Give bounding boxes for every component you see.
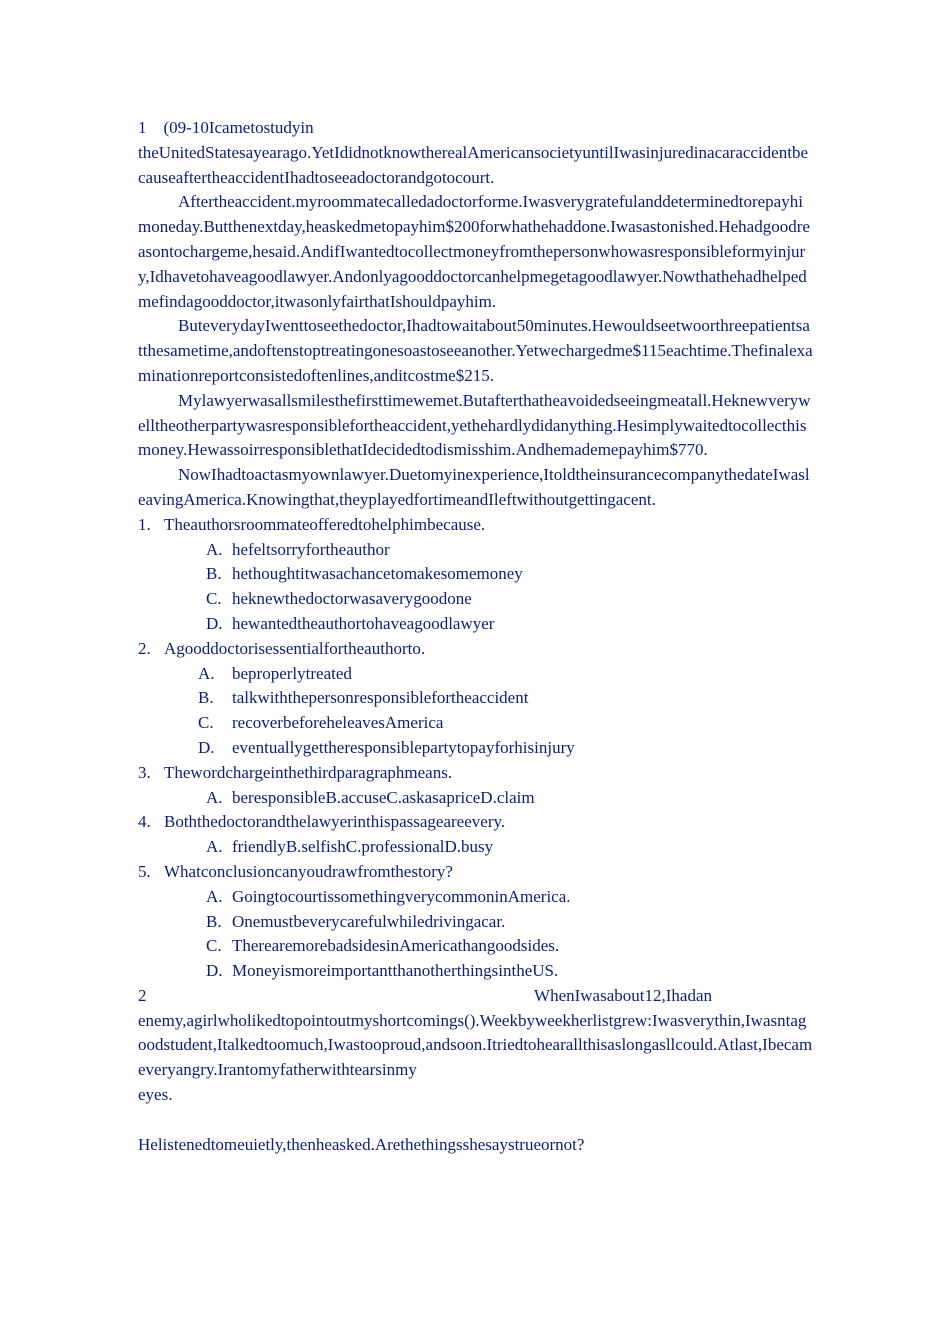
- option-letter: C.: [206, 589, 222, 609]
- question-5: [138, 860, 814, 885]
- passage1-intro: theUnitedStatesayearago.YetIdidnotknowtherealAmericansocietyuntilIwasinjuredinacaraccidentbecauseaftertheaccidentIhadtoseeadoctorandgotocourt.: [138, 142, 808, 187]
- passage2-paragraph-1-end: eyes.: [138, 1085, 173, 1105]
- option-letter: D.: [206, 961, 223, 981]
- question-2: [138, 637, 814, 662]
- option-letter: D.: [206, 613, 223, 633]
- passage2-paragraph-1: enemy,agirlwholikedtopointoutmyshortcomings().Weekbyweekherlistgrew:Iwasverythin,Iwasntagoodstudent,Italkedtoomuch,Iwastooproud,andsoon.Itriedtohearallthisaslongasllcould.Atlast,Ibecameveryangry.Irantomyfatherwithtearsinmy: [138, 1010, 813, 1080]
- option-5-c: [138, 934, 814, 959]
- option-1-d: [138, 612, 814, 637]
- option-1-b: [138, 562, 814, 587]
- option-text: hefeltsorryfortheauthor: [232, 539, 390, 559]
- passage2-paragraph-2: Helistenedtomeuietly,thenheasked.Arethethingsshesaystrueornot?: [138, 1134, 585, 1154]
- option-letter: A.: [206, 787, 223, 807]
- option-letter: A.: [206, 539, 223, 559]
- option-2-b: [138, 686, 814, 711]
- passage1-paragraph-1: Aftertheaccident.myroommatecalledadoctorforme.Iwasverygratefulanddeterminedtorepayhimoneday.Butthenextday,heaskedmetopayhim$200forwhathehaddone.Iwasastonished.Hehadgoodreasontochargeme,hesaid.AndifIwantedtocollectmoneyfromthepersonwhowasresponsibleformyinjury,Idhavetohaveagoodlawyer.Andonlyagooddoctorcanhelpmegetagoodlawyer.Nowthathehadhelpedmefindagooddoctor,itwasonlyfairthatIshouldpayhim.: [138, 192, 810, 311]
- question-text: Whatconclusioncanyoudrawfromthestory?: [164, 861, 453, 881]
- option-1-a: [138, 538, 814, 563]
- blank-line: [138, 1108, 814, 1133]
- option-text: hethoughtitwasachancetomakesomemoney: [232, 564, 523, 584]
- question-text: Agooddoctorisessentialfortheauthorto.: [164, 638, 426, 658]
- passage1-paragraph-4: NowIhadtoactasmyownlawyer.Duetomyinexperience,ItoldtheinsurancecompanythedateIwasleavingAmerica.Knowingthat,theyplayedfortimeandIleftwithoutgettingacent.: [138, 465, 810, 509]
- question-4: [138, 810, 814, 835]
- option-2-a: [138, 662, 814, 687]
- document-body: [138, 116, 814, 1157]
- passage1-paragraph-3: Mylawyerwasallsmilesthefirsttimewemet.Butafterthatheavoidedseeingmeatall.Heknewverywelltheotherpartywasresponsiblefortheaccident,yethehardlydidanything.Hesimplywaitedtocollecthismoney.HewassoirresponsiblethatIdecidedtodismisshim.Andhemademepayhim$770.: [138, 390, 811, 460]
- option-text: beproperlytreated: [232, 663, 352, 683]
- passage1-paragraph-2: ButeverydayIwenttoseethedoctor,Ihadtowaitabout50minutes.Hewouldseetwoorthreepatientsatthesametime,andoftenstoptreatingonesoastoseeanother.Yetwechargedme$115eachtime.Thefinalexaminationreportconsistedoftenlines,anditcostme$215.: [138, 316, 813, 385]
- question-1: [138, 513, 814, 538]
- question-text: Thewordchargeinthethirdparagraphmeans.: [164, 762, 453, 782]
- option-text: friendlyB.selfishC.professionalD.busy: [232, 837, 494, 857]
- option-1-c: [138, 587, 814, 612]
- passage2-number: 2: [138, 985, 147, 1005]
- option-text: Onemustbeverycarefulwhiledrivingacar.: [232, 911, 506, 931]
- option-3-a: [138, 786, 814, 811]
- option-letter: C.: [206, 936, 222, 956]
- option-letter: B.: [206, 564, 222, 584]
- option-text: recoverbeforeheleavesAmerica: [232, 713, 444, 733]
- question-number: 5.: [138, 861, 151, 881]
- option-2-d: [138, 736, 814, 761]
- option-5-d: [138, 959, 814, 984]
- option-letter: A.: [206, 837, 223, 857]
- question-number: 4.: [138, 812, 151, 832]
- question-number: 1.: [138, 514, 151, 534]
- option-5-a: [138, 885, 814, 910]
- passage1-heading: 1 (09-10Icametostudyin: [138, 118, 314, 137]
- option-letter: B.: [206, 911, 222, 931]
- question-number: 3.: [138, 762, 151, 782]
- option-text: hewantedtheauthortohaveagoodlawyer: [232, 613, 495, 633]
- option-text: heknewthedoctorwasaverygoodone: [232, 589, 472, 609]
- option-letter: A.: [206, 886, 223, 906]
- option-text: MoneyismoreimportantthanotherthingsintheUS.: [232, 961, 559, 981]
- passage2-heading: [138, 984, 814, 1009]
- option-text: talkwiththepersonresponsiblefortheaccident: [232, 688, 529, 708]
- option-letter: D.: [198, 737, 215, 757]
- passage2-heading-text: WhenIwasabout12,Ihadan: [534, 985, 712, 1005]
- question-list: [138, 513, 814, 984]
- option-5-b: [138, 910, 814, 935]
- option-letter: B.: [198, 688, 214, 708]
- option-letter: A.: [198, 663, 215, 683]
- option-4-a: [138, 835, 814, 860]
- question-number: 2.: [138, 638, 151, 658]
- question-text: Theauthorsroommateofferedtohelphimbecause.: [164, 514, 486, 534]
- option-2-c: [138, 711, 814, 736]
- option-letter: C.: [198, 713, 214, 733]
- option-text: GoingtocourtissomethingverycommoninAmerica.: [232, 886, 571, 906]
- option-text: TherearemorebadsidesinAmericathangoodsides.: [232, 936, 560, 956]
- option-text: eventuallygettheresponsiblepartytopayforhisinjury: [232, 737, 575, 757]
- question-text: Boththedoctorandthelawyerinthispassageareevery.: [164, 812, 506, 832]
- question-3: [138, 761, 814, 786]
- option-text: beresponsibleB.accuseC.askasapriceD.claim: [232, 787, 535, 807]
